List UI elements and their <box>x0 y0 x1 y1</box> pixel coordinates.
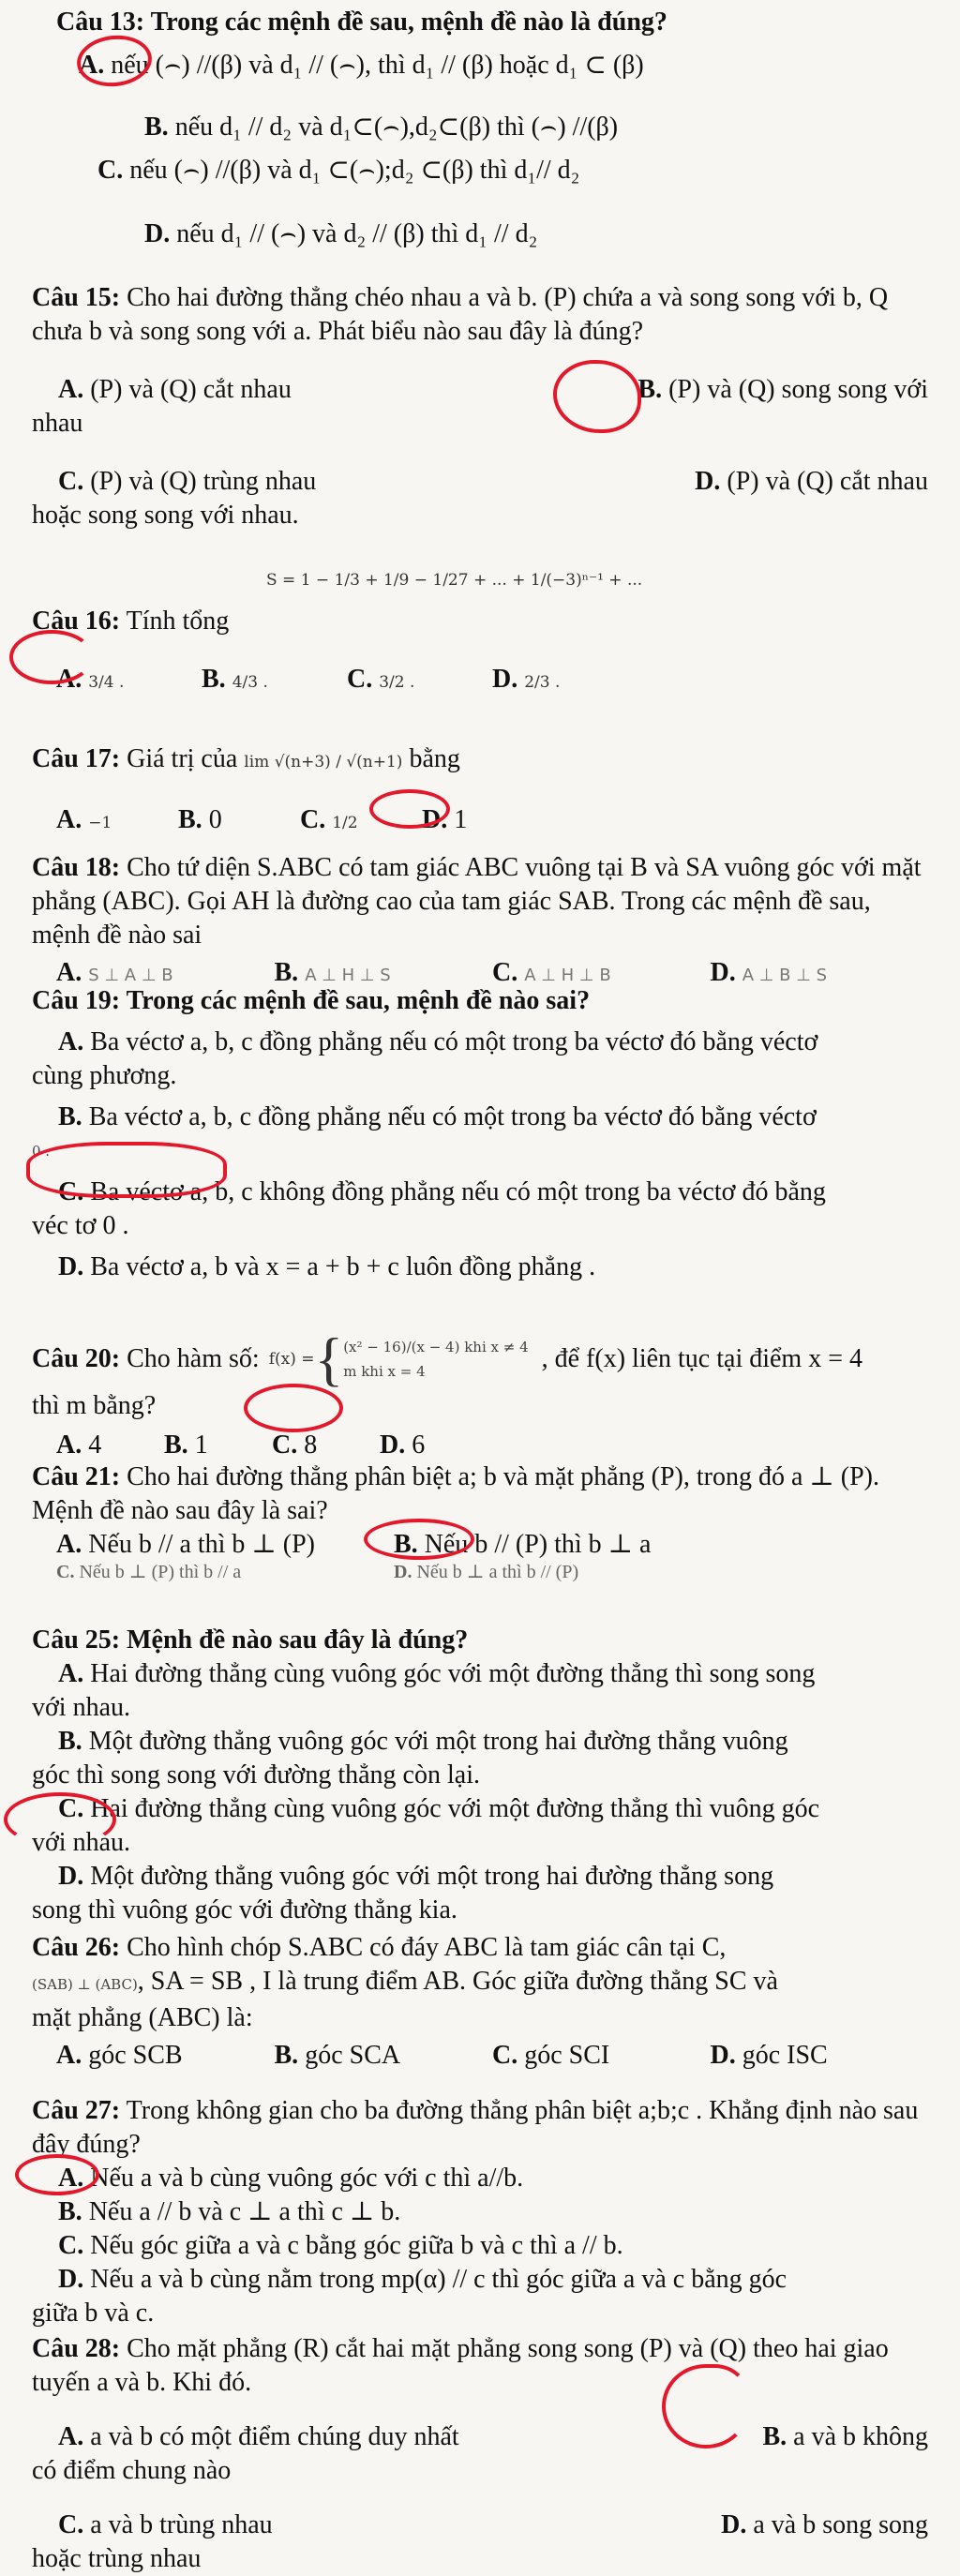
q18-option-c[interactable]: C. A ⊥ H ⊥ B <box>492 958 611 987</box>
q20-option-a[interactable]: A. 4 <box>56 1430 102 1460</box>
q26-options <box>32 2039 928 2073</box>
q25-title: Câu 25: Mệnh đề nào sau đây là đúng? <box>32 1625 469 1655</box>
q16-options <box>32 663 638 699</box>
q17-option-b[interactable]: B. 0 <box>178 805 222 834</box>
q13-option-d[interactable]: D. nếu d₁ // (⌢) và d₂ // (β) thì d₁ // d₂ <box>144 219 538 248</box>
q13-option-b[interactable]: B. nếu d₁ // d₂ và d₁⊂(⌢),d₂⊂(β) thì (⌢) //(β) <box>144 112 619 142</box>
q25-option-b-cont: góc thì song song với đường thẳng còn lại. <box>32 1760 480 1790</box>
q18-option-b[interactable]: B. A ⊥ H ⊥ S <box>274 958 391 987</box>
q19-option-b-cont: 0 . <box>32 1143 51 1160</box>
q25-option-a[interactable]: A. Hai đường thẳng cùng vuông góc với một đường thẳng thì song song <box>58 1659 816 1688</box>
q25-option-b[interactable]: B. Một đường thẳng vuông góc với một trong hai đường thẳng vuông <box>58 1727 788 1756</box>
q27-option-c[interactable]: C. Nếu góc giữa a và c bằng góc giữa b và c thì a // b. <box>58 2231 623 2260</box>
q28-option-d-cont: hoặc trùng nhau <box>32 2544 202 2573</box>
q28-options-cd <box>32 2509 928 2542</box>
q26-option-b[interactable]: B. góc SCA <box>274 2041 401 2070</box>
q13-title: Câu 13: Trong các mệnh đề sau, mệnh đề nào là đúng? <box>56 7 668 37</box>
q15-option-d[interactable]: D. (P) và (Q) cắt nhau <box>695 467 928 496</box>
q17-option-a[interactable]: A. −1 <box>56 805 112 834</box>
q16-option-a[interactable]: A. 3/4 . <box>56 665 125 694</box>
q28-option-c[interactable]: C. a và b trùng nhau <box>58 2510 273 2539</box>
q27-option-d[interactable]: D. Nếu a và b cùng nằm trong mp(α) // c thì góc giữa a và c bằng góc <box>58 2265 788 2294</box>
q19-option-a[interactable]: A. Ba véctơ a, b, c đồng phẳng nếu có một trong ba véctơ đó bằng véctơ <box>58 1027 818 1056</box>
q26-stem-line3: mặt phẳng (ABC) là: <box>32 2003 253 2032</box>
q18-option-d[interactable]: D. A ⊥ B ⊥ S <box>710 958 828 987</box>
q18-option-a[interactable]: A. S ⊥ A ⊥ B <box>56 958 173 987</box>
q28-option-a-cont: có điểm chung nào <box>32 2456 232 2485</box>
q28-stem: Câu 28: Cho mặt phẳng (R) cắt hai mặt phẳng song song (P) và (Q) theo hai giao tuyến a và b. Khi đó. <box>32 2334 889 2397</box>
q13-option-c[interactable]: C. nếu (⌢) //(β) và d₁ ⊂(⌢);d₂ ⊂(β) thì d₁// d₂ <box>98 156 580 185</box>
q21-option-b[interactable]: B. Nếu b // (P) thì b ⊥ a <box>394 1530 652 1559</box>
q21-option-d[interactable]: D. Nếu b ⊥ a thì b // (P) <box>394 1562 579 1582</box>
q17-stem: Câu 17: Giá trị của lim √(n+3) / √(n+1) bằng <box>32 744 460 773</box>
q25-option-d[interactable]: D. Một đường thẳng vuông góc với một trong hai đường thẳng song <box>58 1862 774 1891</box>
q28-option-d[interactable]: D. a và b song song <box>721 2510 928 2539</box>
q21-option-a[interactable]: A. Nếu b // a thì b ⊥ (P) <box>56 1530 315 1559</box>
question-25 <box>32 1624 928 1927</box>
q19-option-a-cont: cùng phương. <box>32 1061 177 1090</box>
q17-options <box>32 803 544 840</box>
question-28 <box>32 2332 928 2576</box>
q28-options-ab <box>32 2420 928 2454</box>
q28-option-a[interactable]: A. a và b có một điểm chúng duy nhất <box>58 2422 459 2451</box>
q25-option-d-cont: song thì vuông góc với đường thẳng kia. <box>32 1895 458 1925</box>
q26-stem: Câu 26: Cho hình chóp S.ABC có đáy ABC là tam giác cân tại C, <box>32 1933 727 1962</box>
q18-stem: Câu 18: Cho tứ diện S.ABC có tam giác ABC vuông tại B và SA vuông góc với mặt phẳng (ABC). Gọi AH là đường cao của tam giác SAB. Trong các mệnh đề sau, mệnh đề nào sai <box>32 853 922 950</box>
q20-option-c[interactable]: C. 8 <box>272 1430 318 1460</box>
question-15 <box>32 281 928 532</box>
question-16 <box>32 561 928 699</box>
question-26 <box>32 1931 928 2073</box>
q21-options-ab <box>32 1528 731 1562</box>
q15-option-c[interactable]: C. (P) và (Q) trùng nhau <box>58 467 317 496</box>
q27-option-b[interactable]: B. Nếu a // b và c ⊥ a thì c ⊥ b. <box>58 2197 401 2226</box>
q19-option-d[interactable]: D. Ba véctơ a, b và x = a + b + c luôn đồng phẳng . <box>58 1252 596 1281</box>
q13-option-a[interactable]: A. nếu (⌢) //(β) và d₁ // (⌢), thì d₁ // (β) hoặc d₁ ⊂ (β) <box>79 51 644 80</box>
q19-title: Câu 19: Trong các mệnh đề sau, mệnh đề nào sai? <box>32 986 591 1015</box>
q27-stem: Câu 27: Trong không gian cho ba đường thẳng phân biệt a;b;c . Khẳng định nào sau đây đúng? <box>32 2096 919 2159</box>
question-27 <box>32 2094 928 2330</box>
q19-option-b[interactable]: B. Ba véctơ a, b, c đồng phẳng nếu có một trong ba véctơ đó bằng véctơ <box>58 1102 817 1131</box>
q15-options-cd <box>32 465 928 499</box>
q16-option-d[interactable]: D. 2/3 . <box>492 665 561 694</box>
question-20 <box>32 1325 928 1462</box>
q19-option-c[interactable]: C. Ba véctơ a, b, c không đồng phẳng nếu có một trong ba véctơ đó bằng <box>58 1177 826 1206</box>
q26-option-a[interactable]: A. góc SCB <box>56 2041 183 2070</box>
q16-formula: S = 1 − 1/3 + 1/9 − 1/27 + ... + 1/(−3)ⁿ⁻¹ + ... <box>266 571 643 590</box>
q20-option-d[interactable]: D. 6 <box>380 1430 426 1460</box>
q20-option-b[interactable]: B. 1 <box>164 1430 208 1460</box>
question-19 <box>32 984 928 1284</box>
q20-stem: Câu 20: Cho hàm số: f(x) = { (x² − 16)/(x − 4) khi x ≠ 4 m khi x = 4 , để f(x) liên tục tại điểm x = 4 <box>32 1325 862 1392</box>
question-21 <box>32 1460 928 1584</box>
q16-option-c[interactable]: C. 3/2 . <box>347 665 415 694</box>
q26-stem-line2: (SAB) ⊥ (ABC), SA = SB , I là trung điểm AB. Góc giữa đường thẳng SC và <box>32 1967 778 1996</box>
q26-option-d[interactable]: D. góc ISC <box>710 2041 828 2070</box>
q21-option-c[interactable]: C. Nếu b ⊥ (P) thì b // a <box>56 1562 242 1582</box>
q15-option-b-cont: nhau <box>32 409 83 438</box>
q20-piecewise: f(x) = { (x² − 16)/(x − 4) khi x ≠ 4 m khi x = 4 <box>268 1325 529 1392</box>
q21-stem: Câu 21: Cho hai đường thẳng phân biệt a; b và mặt phẳng (P), trong đó a ⊥ (P). Mệnh đề nào sau đây là sai? <box>32 1462 879 1525</box>
q28-option-b[interactable]: B. a và b không <box>762 2422 928 2451</box>
q17-option-c[interactable]: C. 1/2 <box>300 805 358 834</box>
q16-stem: Câu 16: Tính tổng <box>32 607 230 636</box>
q15-stem: Câu 15: Cho hai đường thẳng chéo nhau a và b. (P) chứa a và song song với b, Q chưa b và song song với a. Phát biểu nào sau đây là đúng? <box>32 283 889 346</box>
question-18 <box>32 851 928 993</box>
q25-option-a-cont: với nhau. <box>32 1693 131 1722</box>
q16-option-b[interactable]: B. 4/3 . <box>202 665 268 694</box>
q27-option-d-cont: giữa b và c. <box>32 2299 155 2328</box>
q17-option-d[interactable]: D. 1 <box>422 805 468 834</box>
q15-option-a[interactable]: A. (P) và (Q) cắt nhau <box>58 375 292 404</box>
q19-option-c-cont: véc tơ 0 . <box>32 1211 129 1240</box>
question-17 <box>32 742 928 840</box>
q15-options-ab <box>32 373 928 407</box>
q21-options-cd <box>32 1562 731 1584</box>
q27-option-a[interactable]: A. Nếu a và b cùng vuông góc với c thì a//b. <box>58 2164 524 2193</box>
q20-options <box>32 1429 488 1462</box>
q15-option-d-cont: hoặc song song với nhau. <box>32 501 299 530</box>
q15-option-b[interactable]: B. (P) và (Q) song song với <box>638 375 928 404</box>
q25-option-c[interactable]: C. Hai đường thẳng cùng vuông góc với một đường thẳng thì vuông góc <box>58 1794 820 1823</box>
q26-option-c[interactable]: C. góc SCI <box>492 2041 610 2070</box>
question-13 <box>32 6 928 251</box>
q20-stem-cont: thì m bằng? <box>32 1391 157 1420</box>
q25-option-c-cont: với nhau. <box>32 1828 131 1857</box>
